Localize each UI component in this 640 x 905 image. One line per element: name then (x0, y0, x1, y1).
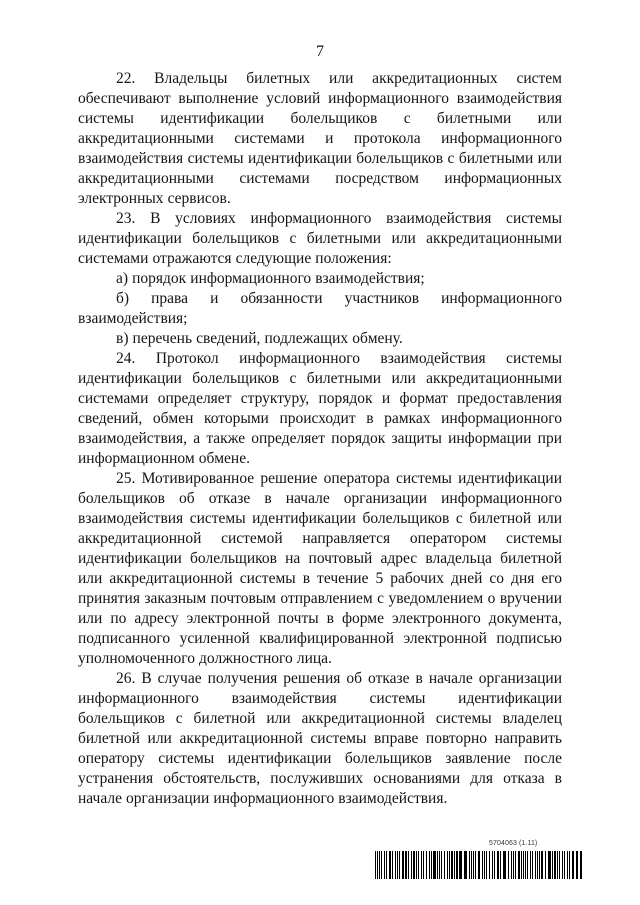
paragraph-23: 23. В условиях информационного взаимодействия системы идентификации болельщиков с билетными или аккредитационными системами отражаются следующие положения: (78, 210, 562, 267)
document-body (78, 69, 562, 809)
document-code: 5704063 (1.11) (489, 840, 538, 847)
list-item-b: б) права и обязанности участников информационного взаимодействия; (78, 290, 562, 327)
paragraph-25: 25. Мотивированное решение оператора системы идентификации болельщиков об отказе в начале организации информационного взаимодействия системы идентификации болельщиков с билетной или аккредитационной системой направляется оператором системы идентификации болельщиков на почтовый адрес владельца билетной или аккредитационной системы в течение 5 рабочих дней со дня его принятия заказным почтовым отправлением с уведомлением о вручении или по адресу электронной почты в форме электронного документа, подписанного усиленной квалифицированной электронной подписью уполномоченного должностного лица. (78, 470, 562, 667)
paragraph-26: 26. В случае получения решения об отказе в начале организации информационного взаимодействия системы идентификации болельщиков с билетной или аккредитационной системы владелец билетной или аккредитационной системы вправе повторно направить оператору системы идентификации болельщиков заявление после устранения обстоятельств, послуживших основаниями для отказа в начале организации информационного взаимодействия. (78, 670, 562, 807)
barcode-image (375, 851, 585, 879)
paragraph-22: 22. Владельцы билетных или аккредитационных систем обеспечивают выполнение условий информационного взаимодействия системы идентификации болельщиков с билетными или аккредитационными системами и протокола информационного взаимодействия системы идентификации болельщиков с билетными или аккредитационными системами посредством информационных электронных сервисов. (78, 70, 562, 207)
list-item-c: в) перечень сведений, подлежащих обмену. (116, 330, 403, 347)
paragraph-24: 24. Протокол информационного взаимодействия системы идентификации болельщиков с билетными или аккредитационными системами определяет структуру, порядок и формат предоставления сведений, обмен которыми происходит в рамках информационного взаимодействия, а также определяет порядок защиты информации при информационном обмене. (78, 350, 562, 467)
list-item-a: а) порядок информационного взаимодействия; (116, 270, 425, 287)
page-number: 7 (316, 43, 324, 60)
